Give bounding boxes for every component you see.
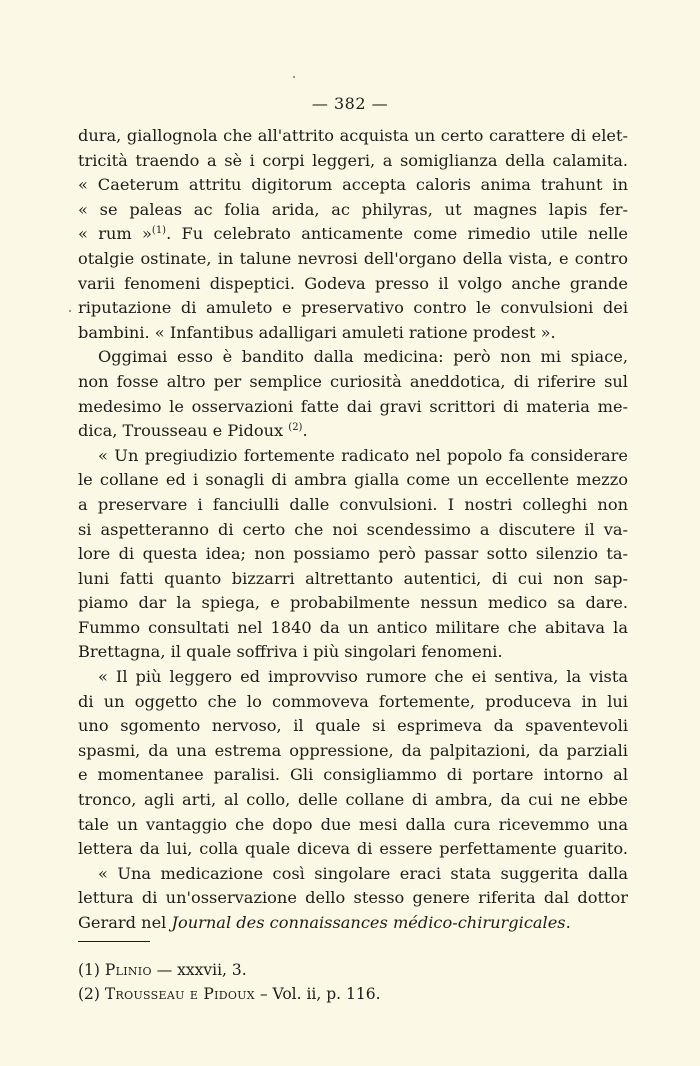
footnote-ref-2: (2) (288, 422, 303, 434)
footnotes (78, 958, 628, 1006)
footnote-author: Trousseau e Pidoux (104, 985, 255, 1003)
text-fragment: . Fu celebrato anticamente come rimedio utile nelle (166, 224, 628, 244)
text-fragment: Gerard nel (78, 913, 167, 932)
footnote-ref-1: (1) (151, 225, 167, 237)
footnote-divider (78, 941, 150, 942)
footnote-2 (78, 982, 628, 1006)
text-line: tale un vantaggio che dopo due mesi dalla cura ricevemmo una (78, 814, 628, 834)
text-line: « Caeterum attritu digitorum accepta caloris anima trahunt in (78, 175, 628, 195)
text-line: piamo dar la spiega, e probabilmente nessun medico sa dare. (78, 593, 628, 613)
text-line: di un oggetto che lo commoveva fortemente, produceva in lui (78, 691, 628, 711)
text-line: le collane ed i sonagli di ambra gialla come un eccellente mezzo (78, 470, 628, 490)
footnote-1 (78, 958, 628, 982)
text-line: si aspetteranno di certo che noi scendessimo a discutere il va- (78, 519, 628, 539)
footnote-reference: – Vol. ii, p. 116. (259, 985, 381, 1003)
text-line: a preservare i fanciulli dalle convulsioni. I nostri colleghi non (78, 494, 628, 514)
text-line: dura, giallognola che all'attrito acquista un certo carattere di elet- (78, 126, 628, 145)
text-line: otalgie ostinate, in talune nevrosi dell'organo della vista, e contro (78, 248, 628, 268)
text-line: e momentanee paralisi. Gli consigliammo di portare intorno al (78, 765, 628, 785)
text-line: Brettagna, il quale soffriva i più singolari fenomeni. (78, 642, 503, 662)
text-line: lettura di un'osservazione dello stesso genere riferita dal dottor (78, 888, 628, 908)
text-line (78, 222, 628, 247)
text-line: lettera da lui, colla quale diceva di essere perfettamente guarito. (78, 839, 628, 859)
text-line: medesimo le osservazioni fatte dai gravi scrittori di materia me- (78, 396, 628, 416)
text-line: Oggimai esso è bandito dalla medicina: però non mi spiace, (98, 347, 628, 367)
footnote-marker: (2) (78, 985, 100, 1003)
text-line: tronco, agli arti, al collo, delle collane di ambra, da cui ne ebbe (78, 790, 628, 810)
page-number: — 382 — (311, 94, 389, 113)
text-line: luni fatti quanto bizzarri altrettanto autentici, di cui non sap- (78, 568, 628, 588)
text-line: uno sgomento nervoso, il quale si esprimeva da spaventevoli (78, 716, 628, 736)
text-line: spasmi, da una estrema oppressione, da palpitazioni, da parziali (78, 740, 628, 760)
paper-speck (293, 76, 295, 78)
journal-title: Journal des connaissances médico-chirurgicales (171, 913, 566, 932)
footnote-reference: — xxxvii, 3. (156, 961, 247, 979)
text-line: non fosse altro per semplice curiosità aneddotica, di riferire sul (78, 371, 628, 391)
text-line: tricità traendo a sè i corpi leggeri, a somiglianza della calamita. (78, 150, 628, 170)
paper-speck (69, 310, 71, 312)
footnote-author: Plinio (104, 961, 152, 979)
text-line (78, 911, 628, 936)
text-line (78, 419, 628, 444)
text-fragment: . (565, 913, 571, 932)
text-line: Fummo consultati nel 1840 da un antico militare che abitava la (78, 617, 628, 637)
text-line: varii fenomeni dispeptici. Godeva presso il volgo anche grande (78, 273, 628, 293)
text-line: « Il più leggero ed improvviso rumore che ei sentiva, la vista (98, 667, 628, 687)
text-line: bambini. « Infantibus adalligari amuleti ratione prodest ». (78, 322, 556, 342)
text-line: « se paleas ac folia arida, ac philyras, ut magnes lapis fer- (78, 199, 628, 219)
text-line: « Un pregiudizio fortemente radicato nel popolo fa considerare (98, 445, 628, 465)
text-line: riputazione di amuleto e preservativo contro le convulsioni dei (78, 298, 628, 318)
text-line: « Una medicazione così singolare eraci stata suggerita dalla (98, 863, 628, 883)
text-fragment: . (302, 421, 308, 441)
quote-fragment: « rum » (78, 224, 152, 244)
footnote-marker: (1) (78, 961, 100, 979)
text-fragment: dica, Trousseau e Pidoux (78, 421, 284, 441)
body-text (78, 124, 628, 936)
text-line: lore di questa idea; non possiamo però passar sotto silenzio ta- (78, 544, 628, 564)
